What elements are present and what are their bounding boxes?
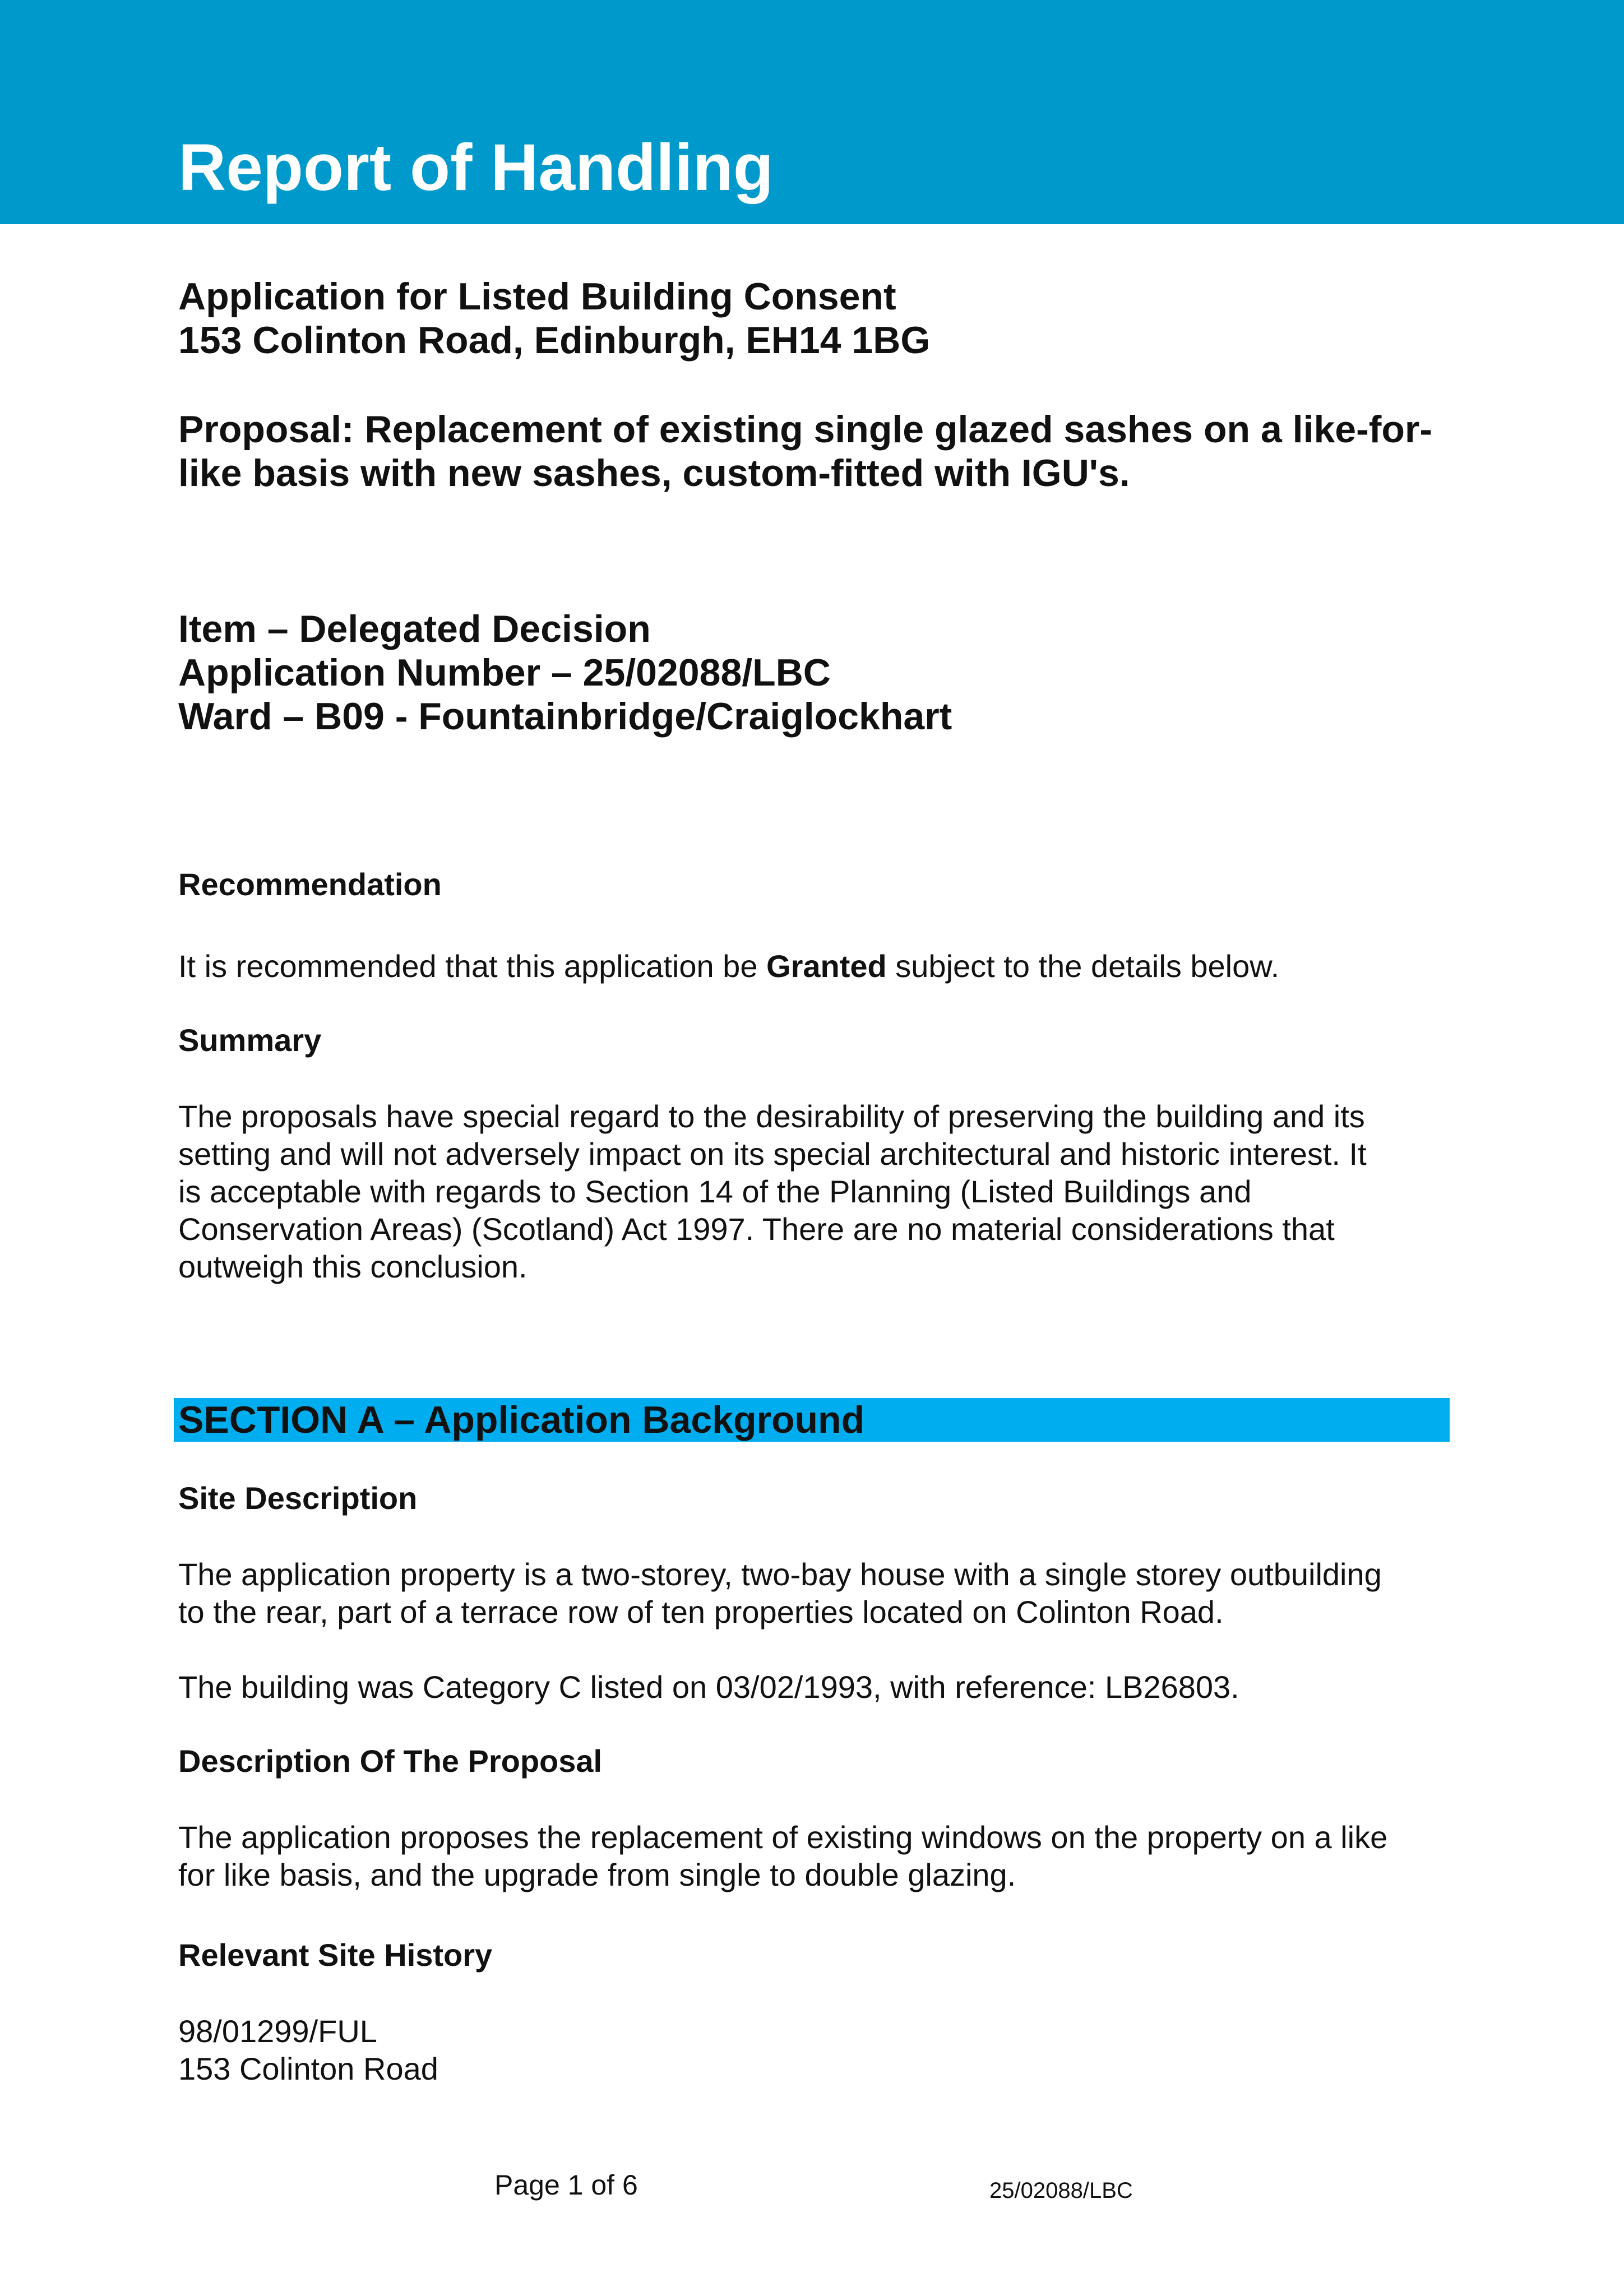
recommendation-text-after: subject to the details below. xyxy=(886,948,1280,984)
recommendation-text-before: It is recommended that this application be xyxy=(178,948,767,984)
section-a-heading-bar xyxy=(174,1398,1450,1442)
site-history-address: 153 Colinton Road xyxy=(178,2051,438,2086)
recommendation-heading: Recommendation xyxy=(178,867,442,902)
proposal-line-2: like basis with new sashes, custom-fitted with IGU's. xyxy=(178,452,1130,494)
proposal-description-line: for like basis, and the upgrade from single to double glazing. xyxy=(178,1857,1016,1892)
summary-line: Conservation Areas) (Scotland) Act 1997. There are no material considerations that xyxy=(178,1211,1335,1247)
proposal-description-body xyxy=(178,1818,1451,1894)
site-history-ref: 98/01299/FUL xyxy=(178,2013,377,2049)
summary-heading: Summary xyxy=(178,1022,322,1058)
site-history-heading: Relevant Site History xyxy=(178,1937,493,1973)
application-number: Application Number – 25/02088/LBC xyxy=(178,651,831,694)
recommendation-text xyxy=(178,947,1451,985)
item-details xyxy=(178,607,1451,738)
item-type: Item – Delegated Decision xyxy=(178,608,651,650)
application-address: 153 Colinton Road, Edinburgh, EH14 1BG xyxy=(178,319,931,362)
site-description-line: The application property is a two-storey, two-bay house with a single storey outbuilding xyxy=(178,1557,1382,1592)
site-description-body xyxy=(178,1556,1451,1631)
site-history-entry xyxy=(178,2012,1451,2087)
proposal-description-line: The application proposes the replacement of existing windows on the property on a like xyxy=(178,1820,1388,1855)
footer-reference: 25/02088/LBC xyxy=(989,2178,1133,2203)
summary-line: is acceptable with regards to Section 14 of the Planning (Listed Buildings and xyxy=(178,1174,1252,1209)
document-title: Report of Handling xyxy=(178,131,774,205)
summary-line: outweigh this conclusion. xyxy=(178,1249,528,1284)
site-description-line: to the rear, part of a terrace row of ten properties located on Colinton Road. xyxy=(178,1594,1224,1630)
proposal xyxy=(178,408,1451,495)
summary-line: setting and will not adversely impact on its special architectural and historic interest. It xyxy=(178,1136,1367,1172)
listing-details: The building was Category C listed on 03/02/1993, with reference: LB26803. xyxy=(178,1669,1239,1705)
summary-body xyxy=(178,1098,1451,1285)
application-header xyxy=(178,275,1451,362)
ward: Ward – B09 - Fountainbridge/Craiglockhart xyxy=(178,695,952,738)
page-number: Page 1 of 6 xyxy=(494,2169,638,2201)
recommendation-decision: Granted xyxy=(766,948,887,984)
proposal-description-heading: Description Of The Proposal xyxy=(178,1743,603,1779)
application-type: Application for Listed Building Consent xyxy=(178,275,896,318)
header-banner xyxy=(0,0,1624,224)
summary-line: The proposals have special regard to the desirability of preserving the building and its xyxy=(178,1099,1365,1134)
section-a-title: SECTION A – Application Background xyxy=(178,1399,865,1441)
proposal-line-1: Proposal: Replacement of existing single glazed sashes on a like-for- xyxy=(178,408,1433,451)
site-description-heading: Site Description xyxy=(178,1480,418,1516)
